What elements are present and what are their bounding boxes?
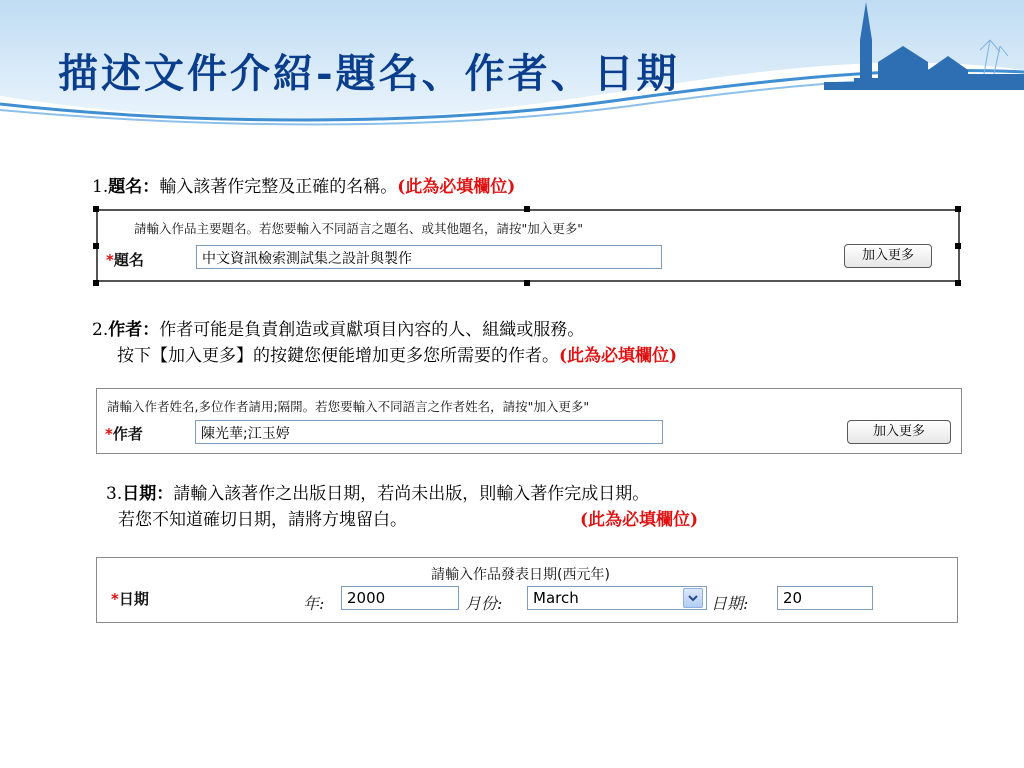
selection-handle[interactable]: [93, 280, 99, 286]
section-number: 2.: [92, 320, 109, 340]
author-entry-panel: [96, 388, 962, 454]
month-label: 月份:: [465, 594, 503, 613]
required-note: (此為必填欄位): [397, 177, 516, 197]
required-star: *: [106, 251, 114, 269]
section-description: 若您不知道確切日期，請將方塊留白。: [118, 510, 407, 530]
selection-handle[interactable]: [524, 280, 530, 286]
panel-instruction: 請輸入作者姓名,多位作者請用;隔開。若您要輸入不同語言之作者姓名，請按"加入更多": [107, 399, 590, 414]
selection-handle[interactable]: [955, 280, 961, 286]
section-number: 1.: [92, 177, 109, 197]
panel-instruction: 請輸入作品發表日期(西元年): [431, 567, 610, 583]
add-more-author-button[interactable]: 加入更多: [847, 420, 951, 444]
selection-handle[interactable]: [524, 206, 530, 212]
slide-title: 描述文件介紹-題名、作者、日期: [58, 50, 680, 97]
section-title-paragraph: [92, 317, 584, 343]
section-description: 輸入該著作完整及正確的名稱。: [159, 177, 398, 197]
year-label: 年:: [303, 594, 325, 613]
month-select[interactable]: [527, 586, 707, 610]
year-input[interactable]: 2000: [341, 586, 459, 610]
day-input[interactable]: 20: [777, 586, 873, 610]
date-entry-panel: [96, 557, 958, 623]
author-field-label: [105, 423, 143, 444]
section-description-line: [117, 343, 677, 369]
section-heading: 日期：: [122, 484, 174, 504]
field-label-text: 作者: [112, 425, 143, 443]
dropdown-arrow-icon[interactable]: [683, 588, 703, 608]
church-silhouette-icon: [794, 0, 1024, 110]
selection-handle[interactable]: [955, 206, 961, 212]
section-title-paragraph: [92, 174, 515, 200]
section-description: 作者可能是負責創造或貢獻項目內容的人、組織或服務。: [159, 320, 585, 340]
month-select-value: March: [533, 589, 579, 607]
required-note: (此為必填欄位): [559, 346, 678, 366]
add-more-title-button[interactable]: 加入更多: [844, 244, 932, 268]
section-description: 按下【加入更多】的按鍵您便能增加更多您所需要的作者。: [117, 346, 559, 366]
required-star: *: [111, 590, 119, 608]
field-label-text: 日期: [118, 590, 149, 608]
required-star: *: [105, 425, 113, 443]
field-label-text: 題名: [113, 251, 144, 269]
section-description-line: [118, 507, 407, 533]
selection-handle[interactable]: [955, 243, 961, 249]
section-title-paragraph: [106, 481, 649, 507]
title-input[interactable]: 中文資訊檢索測試集之設計與製作: [196, 245, 662, 269]
required-note: (此為必填欄位): [580, 510, 699, 530]
section-heading: 題名：: [108, 177, 160, 197]
section-number: 3.: [106, 484, 123, 504]
title-field-label: [106, 249, 144, 270]
section-heading: 作者：: [108, 320, 160, 340]
selection-handle[interactable]: [93, 243, 99, 249]
required-note-line: [580, 507, 698, 533]
section-description: 請輸入該著作之出版日期，若尚未出版，則輸入著作完成日期。: [173, 484, 650, 504]
date-field-label: [111, 588, 149, 609]
author-input[interactable]: 陳光華;江玉婷: [195, 420, 663, 444]
title-entry-panel: [96, 209, 960, 282]
selection-handle[interactable]: [93, 206, 99, 212]
day-label: 日期:: [711, 594, 749, 613]
panel-instruction: 請輸入作品主要題名。若您要輸入不同語言之題名、或其他題名，請按"加入更多": [134, 221, 584, 236]
